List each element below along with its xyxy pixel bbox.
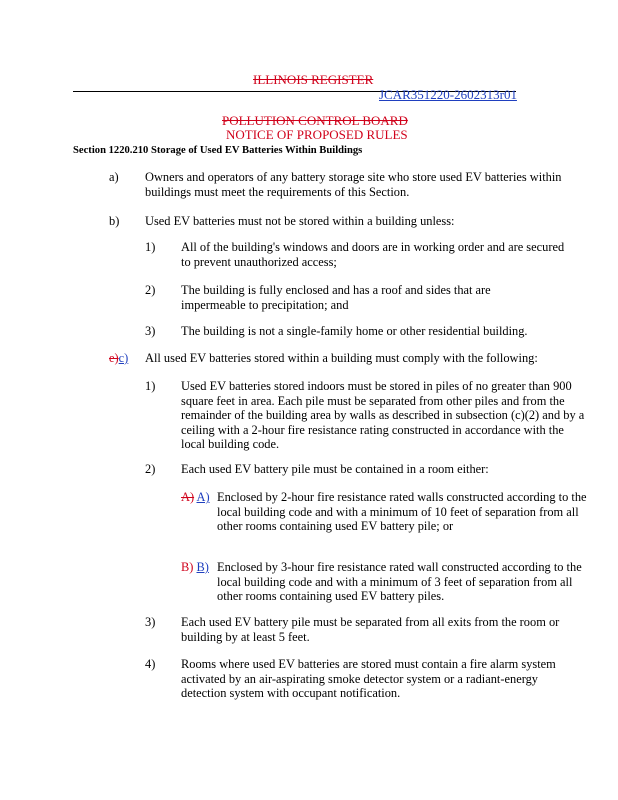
c-item-3-label: 3) <box>145 615 156 629</box>
b-item-1-text: All of the building's windows and doors are in working order and are secured to prevent unauthorized access; <box>181 240 565 269</box>
subsection-a-label: a) <box>109 170 119 184</box>
c-sub-a-label <box>181 490 210 505</box>
c-item-3-text: Each used EV battery pile must be separated from all exits from the room or building by at least 5 feet. <box>181 615 560 644</box>
c-sub-b-label <box>181 560 209 575</box>
b-item-3-label: 3) <box>145 324 156 338</box>
c-item-1-label: 1) <box>145 379 156 393</box>
c-item-1-text: Used EV batteries stored indoors must be stored in piles of no greater than 900 square feet in area. Each pile must be separated from other piles and from the remainder of the building area by walls as described in subsection (c)(2) and by a ceiling with a 2-hour fire resistance rating constructed in accordance with the local building code. <box>181 379 585 452</box>
section-title: Section 1220.210 Storage of Used EV Batteries Within Buildings <box>73 145 363 156</box>
b-item-2-label: 2) <box>145 283 156 297</box>
register-title-struck: ILLINOIS REGISTER <box>253 72 374 87</box>
subsection-b-text: Used EV batteries must not be stored within a building unless: <box>145 214 455 228</box>
c-sub-a-text: Enclosed by 2-hour fire resistance rated walls constructed according to the local building code and with a minimum of 10 feet of separation from all other rooms containing used EV battery pile; or <box>217 490 587 534</box>
c-sub-b-text: Enclosed by 3-hour fire resistance rated wall constructed according to the local building code and with a minimum of 3 feet of separation from all other rooms containing used EV battery piles. <box>217 560 582 604</box>
c-item-2-label: 2) <box>145 462 156 476</box>
c-sub-b-new: B) <box>196 560 209 574</box>
b-item-1-label: 1) <box>145 240 156 254</box>
c-sub-b-struck: B) <box>181 560 194 574</box>
c-label-new: c) <box>118 351 129 365</box>
jcar-code-inserted: JCAR351220-2602313r01 <box>379 87 517 102</box>
c-item-2-text: Each used EV battery pile must be contained in a room either: <box>181 462 489 476</box>
subsection-b-label: b) <box>109 214 120 228</box>
subsection-a-text: Owners and operators of any battery storage site who store used EV batteries within buildings must meet the requirements of this Section. <box>145 170 562 199</box>
c-label-struck: e) <box>109 351 119 365</box>
b-item-2-text: The building is fully enclosed and has a roof and sides that are impermeable to precipitation; and <box>181 283 491 312</box>
c-item-4-text: Rooms where used EV batteries are stored must contain a fire alarm system activated by an air-aspirating smoke detector system or a radiant-energy detection system with occupant notification. <box>181 657 556 701</box>
c-sub-a-struck: A) <box>181 490 195 504</box>
subsection-c-text: All used EV batteries stored within a building must comply with the following: <box>145 351 538 365</box>
c-item-4-label: 4) <box>145 657 156 671</box>
c-sub-a-new: A) <box>196 490 210 504</box>
notice-heading: NOTICE OF PROPOSED RULES <box>226 127 408 142</box>
b-item-3-text: The building is not a single-family home or other residential building. <box>181 324 528 338</box>
subsection-c-label <box>109 351 128 366</box>
board-name-struck: POLLUTION CONTROL BOARD <box>222 113 408 128</box>
